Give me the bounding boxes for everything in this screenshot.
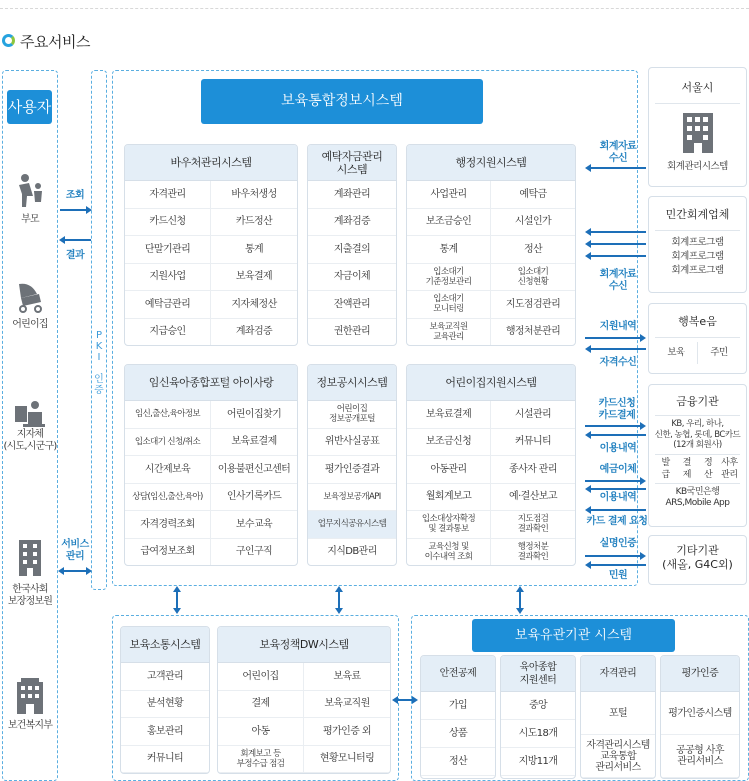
usage2-arrow [591,488,646,490]
qual-arrow [591,348,646,350]
grid-cell: 커뮤니티 [491,429,575,457]
voucher-grid [125,181,297,346]
grid-cell: 평가인증결과 [308,456,396,484]
dw-grid [218,663,390,773]
finance-grid [655,454,740,484]
grid-cell: 급여정보조회 [125,539,211,567]
qual-label: 자격수신 [599,357,637,368]
finance-kb: KB국민은행 ARS,Mobile App [665,486,730,508]
happy-resident: 주민 [710,347,728,358]
card-arrow [585,425,640,427]
civil-label: 민원 [608,570,628,581]
dw-system-panel [217,626,391,774]
real-name-label: 실명인증 [599,538,637,549]
disclosure-grid [308,401,396,566]
grid-cell: 지출결의 [308,236,396,264]
user-local-gov: 지자체 (시도,시군구) [3,429,57,452]
related-item: 가입 [421,692,495,720]
related-column [420,655,496,779]
query-arrow-head [86,206,92,214]
knowledge-share-cell: 업무지식공유시스템 [308,511,396,539]
grid-cell: 현황모니터링 [304,746,390,774]
voucher-system-panel [124,144,298,346]
comm-grid [121,663,209,773]
grid-cell: 입소대상자확정 및 결과통보 [407,511,491,539]
seoul-divider [655,103,740,104]
svc-arrow-head-r [86,567,92,575]
social-security-building-icon [17,538,43,576]
related-column [580,655,656,779]
grid-cell: 위반사실공표 [308,429,396,457]
related-column-head: 안전공제 [421,656,495,692]
comm-title: 보육소통시스템 [121,627,209,663]
acct-program-1: 회계프로그램 [671,237,724,248]
related-item: 공공형 사후 관리서비스 [661,735,739,778]
acct-program-2: 회계프로그램 [671,251,724,262]
admin-grid [407,181,575,346]
grid-cell: 종사자 관리 [491,456,575,484]
portal-system-panel [124,364,298,566]
transfer-arrow [585,480,640,482]
grid-cell: 정산 [491,236,575,264]
grid-cell: 시간제보육 [125,456,211,484]
portal-grid [125,401,297,566]
related-column-head: 자격관리 [581,656,655,692]
seoul-box [648,67,747,187]
admin-system-panel [406,144,576,346]
grid-cell: 잔액관리 [308,291,396,319]
user-parent: 부모 [21,214,39,225]
grid-cell: 계좌검증 [308,209,396,237]
grid-cell: 보육교직원 교육관리 [407,319,491,347]
seoul-building-icon [683,113,713,153]
grid-cell: 커뮤니티 [121,746,209,774]
grid-cell: 사업관리 [407,181,491,209]
card-arrow-head [640,422,646,430]
flow-result-label: 결과 [65,250,85,261]
usage1-label: 이용내역 [599,443,637,454]
transfer-arrow-head [640,477,646,485]
grid-cell: 보육료결제 [407,401,491,429]
page-title: 주요서비스 [20,33,90,51]
related-item: 포털 [581,692,655,735]
usage1-arrow [591,434,646,436]
support-label: 지원내역 [599,321,637,332]
finance-title: 금융기관 [676,395,719,408]
grid-cell: 보육결제 [211,264,297,292]
svc-arrow [64,570,86,572]
grid-cell: 회계보고 등 부정수급 점검 [218,746,304,774]
grid-cell: 예·결산보고 [491,484,575,512]
grid-cell: 입소대기 신청/취소 [125,429,211,457]
grid-cell: 상담(임신,출산,육아) [125,484,211,512]
civil-arrow [591,564,646,566]
daycare-grid [407,401,575,566]
grid-cell: 자금이체 [308,264,396,292]
grid-cell: 인사기록카드 [211,484,297,512]
deposit-system-panel [307,144,397,346]
hconn [398,699,412,701]
finance-banks: KB, 우리, 하나, 신한, 농협, 롯데, BC카드 (12개 회원사) [654,419,741,450]
grid-cell: 예탁금관리 [125,291,211,319]
grid-cell: 입소대기 기준정보관리 [407,264,491,292]
finance-grid-cell: 사후 [721,457,738,468]
acct-arrow-1 [591,231,646,233]
comm-system-panel [120,626,210,774]
grid-cell: 분석현황 [121,691,209,719]
grid-cell: 카드신청 [125,209,211,237]
finance-grid-cell: 결 [682,457,691,468]
ministry-building-icon [15,678,45,714]
finance-grid-cell: 제 [682,469,691,480]
vconn-3-down [516,608,524,614]
acct-arrow-2 [591,243,646,245]
finance-box [648,384,747,527]
vconn-2 [338,592,340,608]
disclosure-title: 정보공시시스템 [308,365,396,401]
finance-grid-cell: 관리 [721,469,738,480]
grid-cell: 어린이집 [218,663,304,691]
grid-cell: 보육료결제 [211,429,297,457]
happy-box [648,303,747,374]
private-acct-title: 민간회계업체 [665,208,730,221]
related-item: 정산 [421,748,495,776]
card-pay-arrow [591,509,646,511]
user-social-security: 한국사회 보장정보원 [7,584,53,607]
other-box [648,535,747,585]
related-item: 상품 [421,720,495,748]
grid-cell: 시설인가 [491,209,575,237]
grid-cell: 교육신청 및 이수내역 조회 [407,539,491,567]
usage2-label: 이용내역 [599,492,637,503]
acct-recv-1-label: 회계자료 수신 [599,141,637,164]
acct-arrow-3 [591,255,646,257]
support-arrow [585,337,640,339]
grid-cell: 예탁금 [491,181,575,209]
main-system-title: 보육통합정보시스템 [201,79,483,124]
grid-cell: 계좌관리 [308,181,396,209]
related-column-head: 육아종합 지원센터 [501,656,575,692]
flow-service-mgmt-label: 서비스 관리 [61,539,89,562]
query-arrow [60,209,86,211]
related-column-head: 평가인증 [661,656,739,692]
related-title: 보육유관기관 시스템 [472,619,675,652]
grid-cell: 임신,출산,육아정보 [125,401,211,429]
grid-cell: 이용불편신고센터 [211,456,297,484]
vconn-1 [176,592,178,608]
daycare-system-panel [406,364,576,566]
happy-childcare: 보육 [655,342,698,364]
vconn-1-down [173,608,181,614]
user-title: 사용자 [7,90,52,124]
user-daycare: 어린이집 [12,319,48,330]
disclosure-system-panel [307,364,397,566]
finance-grid-cell: 발 [661,457,670,468]
grid-cell: 자격관리 [125,181,211,209]
related-item: 지방11개 [501,748,575,776]
grid-cell: 보조금승인 [407,209,491,237]
related-columns [420,655,744,779]
vconn-3 [519,592,521,608]
pki-label: P K I 인 증 [94,330,104,396]
grid-cell: 아동관리 [407,456,491,484]
private-acct-divider [655,230,740,231]
happy-divider [655,337,740,338]
grid-cell: 보육정보공개API [308,484,396,512]
flow-query-label: 조회 [65,190,85,201]
grid-cell: 단말기관리 [125,236,211,264]
grid-cell: 보조금신청 [407,429,491,457]
acct-program-3: 회계프로그램 [671,265,724,276]
related-column [660,655,740,779]
grid-cell: 평가인증 외 [304,718,390,746]
grid-cell: 바우처생성 [211,181,297,209]
finance-grid-cell: 급 [661,469,670,480]
acct-recv-2-label: 회계자료 수신 [599,269,637,292]
related-item: 평가인증시스템 [661,692,739,735]
grid-cell: 행정처분관리 [491,319,575,347]
grid-cell: 지도점검 결과확인 [491,511,575,539]
dw-title: 보육정책DW시스템 [218,627,390,663]
grid-cell: 입소대기 모니터링 [407,291,491,319]
top-divider [0,8,749,9]
related-item: 자격관리시스템 교육통합 관리서비스 [581,735,655,778]
grid-cell: 지자체정산 [211,291,297,319]
grid-cell: 보육교직원 [304,691,390,719]
grid-cell: 고객관리 [121,663,209,691]
grid-cell: 어린이집 정보공개포털 [308,401,396,429]
seoul-title: 서울시 [681,81,714,94]
happy-title: 행복e음 [678,315,717,328]
voucher-title: 바우처관리시스템 [125,145,297,181]
daycare-title: 어린이집지원시스템 [407,365,575,401]
related-column [500,655,576,779]
grid-cell: 월회계보고 [407,484,491,512]
grid-cell: 아동 [218,718,304,746]
result-arrow [65,239,91,241]
vconn-2-down [335,608,343,614]
grid-cell: 홍보관리 [121,718,209,746]
parent-icon [2,172,58,215]
finance-divider [655,415,740,416]
related-item: 중앙 [501,692,575,720]
user-ministry: 보건복지부 [7,720,53,731]
grid-cell: 구인구직 [211,539,297,567]
grid-cell: 카드정산 [211,209,297,237]
seoul-arrow [591,167,646,169]
grid-cell: 어린이집찾기 [211,401,297,429]
grid-cell: 지도점검관리 [491,291,575,319]
grid-cell: 입소대기 신청현황 [491,264,575,292]
deposit-grid [308,181,396,346]
grid-cell: 결제 [218,691,304,719]
card-apply-label: 카드신청 카드결제 [598,398,636,421]
portal-title: 임신육아종합포털 아이사랑 [125,365,297,401]
deposit-title: 예탁자금관리 시스템 [308,145,396,181]
stroller-icon [2,280,58,321]
finance-grid-cell: 산 [704,469,713,480]
admin-title: 행정지원시스템 [407,145,575,181]
card-pay-label: 카드 결제 요청 [586,516,648,527]
deposit-transfer-label: 예금이체 [599,464,637,475]
grid-cell: 자격경력조회 [125,511,211,539]
grid-cell: 권한관리 [308,319,396,347]
realname-arrow [585,555,640,557]
grid-cell: 계좌검증 [211,319,297,347]
grid-cell: 지급승인 [125,319,211,347]
other-title: 기타기관 (새올, G4C외) [662,544,733,571]
grid-cell: 지원사업 [125,264,211,292]
knowledge-db-cell: 지식DB관리 [308,539,396,567]
grid-cell: 행정처분 결과확인 [491,539,575,567]
related-item: 시도18개 [501,720,575,748]
finance-grid-cell: 정 [704,457,713,468]
grid-cell: 시설관리 [491,401,575,429]
private-acct-box [648,196,747,293]
section-ring-icon [2,34,15,47]
grid-cell: 통계 [407,236,491,264]
support-arrow-head [640,334,646,342]
grid-cell: 통계 [211,236,297,264]
seoul-label: 회계관리시스템 [667,161,728,172]
realname-arrow-head [640,552,646,560]
hconn-right-head [412,696,418,704]
grid-cell: 보육료 [304,663,390,691]
grid-cell: 보수교육 [211,511,297,539]
